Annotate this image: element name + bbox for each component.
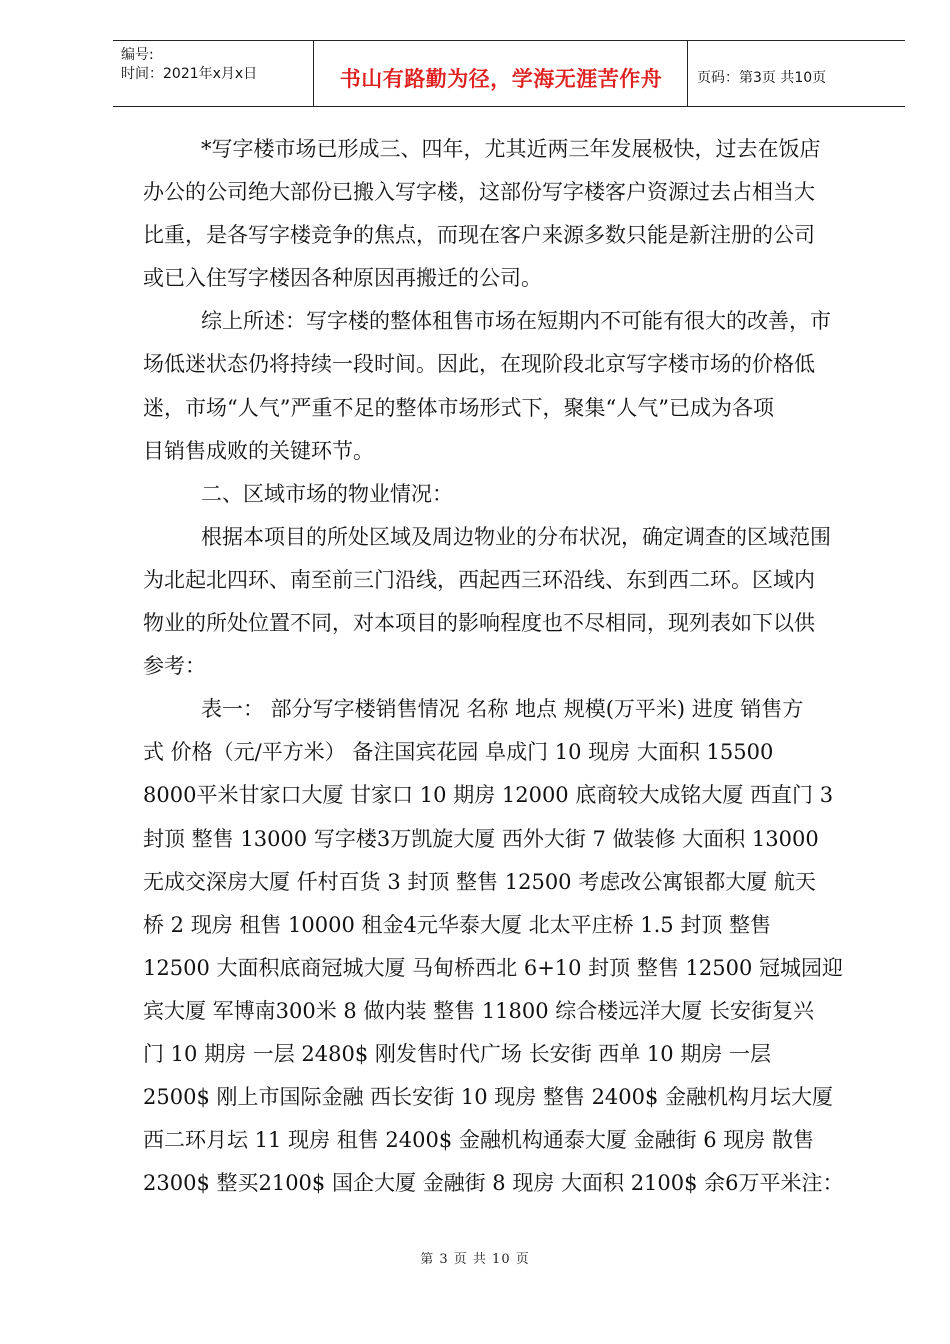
text-line: 综上所述：写字楼的整体租售市场在短期内不可能有很大的改善，市: [201, 309, 831, 334]
text-line: 目销售成败的关键环节。: [143, 438, 374, 463]
text-line: 式 价格（元/平方米） 备注国宾花园 阜成门 10 现房 大面积 15500: [143, 740, 774, 765]
document-time-label: 时间：2021年x月x日: [121, 66, 258, 82]
text-line: 办公的公司绝大部份已搬入写字楼，这部份写字楼客户资源过去占相当大: [143, 180, 815, 205]
text-line: 物业的所处位置不同，对本项目的影响程度也不尽相同，现列表如下以供: [143, 611, 815, 636]
text-line: 12500 大面积底商冠城大厦 马甸桥西北 6+10 封顶 整售 12500 冠城园迎: [143, 955, 844, 980]
header-page-cell: [688, 41, 905, 106]
text-line: 2500$ 刚上市国际金融 西长安街 10 现房 整售 2400$ 金融机构月坛大厦: [143, 1085, 834, 1110]
header-meta-cell: [113, 41, 314, 106]
text-line: 迷，市场“人气”严重不足的整体市场形式下，聚集“人气”已成为各项: [143, 395, 774, 420]
document-header: [113, 40, 905, 107]
text-line: 比重，是各写字楼竞争的焦点，而现在客户来源多数只能是新注册的公司: [143, 223, 815, 248]
header-motto: 书山有路勤为径，学海无涯苦作舟: [339, 67, 663, 91]
table-caption-line: 表一： 部分写字楼销售情况 名称 地点 规模(万平米) 进度 销售方: [201, 697, 804, 722]
text-line: 无成交深房大厦 仟村百货 3 封顶 整售 12500 考虑改公寓银都大厦 航天: [143, 869, 816, 894]
text-line: 8000平米甘家口大厦 甘家口 10 期房 12000 底商较大成铭大厦 西直门 3: [143, 783, 834, 808]
header-page-info: 页码：第3页 共10页: [697, 70, 827, 86]
text-line: 宾大厦 军博南300米 8 做内装 整售 11800 综合楼远洋大厦 长安街复兴: [143, 998, 814, 1023]
text-line: 参考：: [143, 654, 206, 679]
text-line: 封顶 整售 13000 写字楼3万凯旋大厦 西外大街 7 做装修 大面积 13000: [143, 826, 819, 851]
text-line: 为北起北四环、南至前三门沿线，西起西三环沿线、东到西二环。区域内: [143, 567, 815, 592]
text-line: 桥 2 现房 租售 10000 租金4元华泰大厦 北太平庄桥 1.5 封顶 整售: [143, 912, 771, 937]
text-line: 西二环月坛 11 现房 租售 2400$ 金融机构通泰大厦 金融街 6 现房 散售: [143, 1128, 814, 1153]
document-number-label: 编号:: [121, 47, 154, 63]
text-line: 根据本项目的所处区域及周边物业的分布状况，确定调查的区域范围: [201, 524, 831, 549]
text-line: *写字楼市场已形成三、四年，尤其近两三年发展极快，过去在饭店: [201, 137, 821, 161]
text-line: 场低迷状态仍将持续一段时间。因此，在现阶段北京写字楼市场的价格低: [143, 352, 815, 377]
text-line: 门 10 期房 一层 2480$ 刚发售时代广场 长安街 西单 10 期房 一层: [143, 1041, 771, 1066]
header-motto-cell: [314, 41, 688, 106]
text-line: 或已入住写字楼因各种原因再搬迁的公司。: [143, 266, 542, 291]
body-text: [143, 128, 873, 1205]
page-footer: 第 3 页 共 10 页: [420, 1252, 530, 1267]
text-line: 2300$ 整买2100$ 国企大厦 金融街 8 现房 大面积 2100$ 余6万平米注：: [143, 1171, 844, 1196]
section-heading: 二、区域市场的物业情况：: [201, 481, 453, 506]
